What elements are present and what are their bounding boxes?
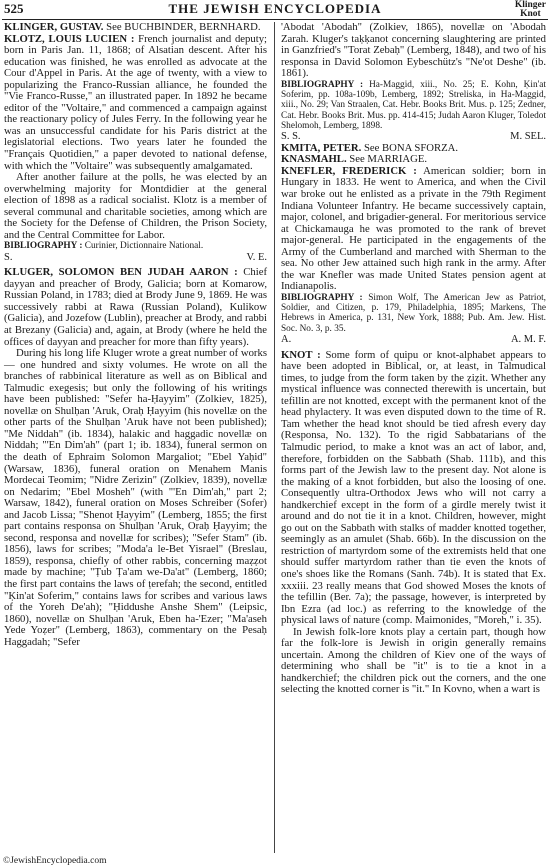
headword: KLUGER, SOLOMON BEN JUDAH AARON :	[4, 266, 238, 279]
bibliography-label: BIBLIOGRAPHY :	[281, 292, 363, 303]
headword: KLINGER, GUSTAV.	[4, 21, 104, 33]
bibliography-label: BIBLIOGRAPHY :	[4, 241, 83, 252]
bibliography-text: Curinier, Dictionnaire National.	[84, 241, 204, 252]
header-rule	[2, 19, 548, 20]
article-knot	[281, 350, 546, 627]
cross-reference: See BUCHBINDER, BERNHARD.	[106, 21, 261, 33]
running-title: THE JEWISH ENCYCLOPEDIA	[168, 1, 382, 16]
headword: KMITA, PETER.	[281, 141, 362, 154]
signature-right: V. E.	[246, 251, 267, 263]
guide-word-bottom: Knot	[520, 9, 541, 19]
bibliography-label: BIBLIOGRAPHY :	[281, 79, 364, 90]
left-column	[4, 22, 267, 648]
article-continuation: 'Abodat 'Abodah" (Zolkiev, 1865), novellæ on 'Abodah Zarah. Kluger's taḳḳanot concerning slaughtering are printed in Ganzfried's "Torat Zebaḥ" (Lemberg, 1848), and two of his responsa in David Solomon Eybeschütz's "Ne'ot Deshe" (ib. 1861).	[281, 21, 546, 80]
signature-right: A. M. F.	[510, 334, 546, 346]
article-knefler	[281, 166, 546, 293]
headword: KLOTZ, LOUIS LUCIEN :	[4, 32, 135, 45]
headword: KNEFLER, FREDERICK :	[281, 164, 417, 177]
article-text: Some form of quipu or knot-alphabet appears to have been adopted in Biblical, or, at least, in Talmudical times, to judge from the form taken by the ẓiẓit. Whether any mystical influence was connected therewith is uncertain, but tefillin are not knotted, except with the permanent knot of the head phylactery. It was even disputed down to the time of R. Tam whether the head knot should be tied afresh every day (Responsa, No. 132). To the rigid Sabbatarians of the Talmudic period, to make a knot was an act of labor, and, therefore, forbidden on the Sabbath (Shab. 111b), and this forms part of the Jewish law to the present day. Not alone is the making of a knot forbidden, but also the loosing of one. Consequently ultra-Orthodox Jews who will not carry a handkerchief except in the form of a girdle merely twist it around and do not tie it in a knot. Children, however, might go out on the Sabbath with stalks of madder knotted together, seemingly as an amulet (Shab. 66b). In the discussion on the restriction of martyrdom some of the extremists held that one should suffer martyrdom rather than tie even the knots of one's shoes like the Romans (Sanh. 74b). It is stated that Ex. xxxiii. 23 really means that God showed Moses the knots of the tefillin (Ber. 7a); the passage, however, is interpreted by Ibn Ezra (ad loc.) as referring to the knowledge of the physical laws of nature (comp. Maimonides, "Moreh," i. 35).	[281, 348, 546, 627]
article-paragraph: After another failure at the polls, he was elected by an overwhelming majority for Montdidier at the general election of 1898 as a radical socialist. Klotz is a member of several communal and charitable societies, among which are the Society for the Defense of Children, the Prison Society, and the Central Committee for Labor.	[4, 171, 267, 241]
article-text: Chief dayyan and preacher of Brody, Galicia; born at Komarow, Russian Poland, in 1783; died at Brody June 9, 1869. He was successively rabbi at Rawa (Russian Poland), Kulikow (Galicia), and Jozefow (Lublin), preacher at Brody, and rabbi at Brezany (Galicia) and, again, at Brody (where he held the offices of dayyan and preacher for more than fifty years).	[4, 266, 268, 348]
signature-right: M. SEL.	[510, 131, 546, 143]
author-signature	[281, 334, 546, 346]
signature-left: S.	[4, 251, 13, 263]
signature-left: S. S.	[281, 131, 301, 143]
article-text: American soldier; born in Hungary in 1833. He went to America, and when the Civil war broke out he enlisted as a private in the 79th Regiment Indiana Volunteer Infantry. He became successively captain, major, colonel, and brigadier-general. For meritorious service at Chickamauga he was promoted to the rank of brevet major-general. He participated in the engagements of the Army of the Cumberland and marched with Sherman to the sea. No other Jew attained such high rank in the army. After the war Knefler was made United States pension agent at Indianapolis.	[281, 164, 546, 293]
page-number: 525	[4, 1, 24, 16]
author-signature	[4, 252, 267, 264]
headword: KNASMAHL.	[281, 153, 347, 166]
footer-credit: ©JewishEncyclopedia.com	[3, 856, 107, 866]
right-column	[281, 22, 546, 696]
bibliography	[4, 241, 267, 251]
article-paragraph: During his long life Kluger wrote a great number of works — one hundred and sixty volumes. He wrote on all the branches of rabbinical literature as well as on Biblical and Talmudic exegesis; but only the following of his writings have been published: "Sefer ha-Ḥayyim" (Zolkiev, 1825), novellæ on Shulḥan 'Aruk, Oraḥ Ḥayyim (his novellæ on the other parts of the Shulḥan 'Aruk have not been published); "Me Niddah" (ib. 1834), halakic and haggadic novellæ on Niddah; "'En Dim'ah" (part 1; ib. 1834), funeral sermon on the death of Ephraim Solomon Margaliot; "Ebel Yaḥid" (Warsaw, 1836), funeral oration on Menahem Manis Mordecai Teomim; "Nidre Zerizin" (Zolkiev, 1839), novellæ on Nedarim; "Ebel Mosheh" (with "'En Dim'ah," part 2; Warsaw, 1842), funeral oration on Moses Schreiber (Sofer) and Jacob Lissa; "Shenot Ḥayyim" (Lemberg, 1855; the first part contains responsa on Shulḥan 'Aruk, Oraḥ Ḥayyim; the second, responsa and novellæ for scribes); "Sefer Stam" (ib. 1856), laws for scribes; "Moda'a le-Bet Yisrael" (Breslau, 1859), responsa, chiefly of other rabbis, concerning maẓẓot made by machine; "Ṭub Ṭa'am we-Da'at" (Lemberg, 1860; the first part contains the laws of ṭerefah; the second, entitled "Ḳin'at Soferim," contains laws for scribes and various laws of the Yoreh De'ah); "Ḥiddushe Anshe Shem" (Leipsic, 1860), novellæ on Shulḥan 'Aruk, Eben ha-'Ezer; "Ma'aseh Yede Yoẓer" (Lemberg, 1863), commentary on the Pesaḥ Haggadah; "Sefer	[4, 347, 267, 648]
guide-word-top: Klinger	[514, 0, 546, 10]
bibliography-text: Ha-Maggid, xiii., No. 25; E. Kohn, Ḳin'at Soferim, pp. 108a-109b, Lemberg, 1892; Streliska, in Ha-Maggid, xiii., No. 29; Van Straalen, Cat. Hebr. Books Brit. Mus. p. 125; Zedner, Cat. Hebr. Books Brit. Mus. pp. 414-415; Judah Aaron Kluger, Toledot Shelomoh, Lemberg, 1898.	[281, 79, 546, 131]
page-header	[2, 0, 548, 18]
signature-left: A.	[281, 334, 292, 346]
article-kluger	[4, 267, 267, 348]
article-paragraph: In Jewish folk-lore knots play a certain part, though how far the folk-lore is Jewish in origin generally remains uncertain. Among the children of Kiev one of the ways of determining who shall be "it" is to tie a knot in a handkerchief; the children pick out the corners, and the one selecting the knotted corner is "it." In Kovno, when a wart is	[281, 625, 546, 696]
bibliography	[281, 293, 546, 334]
cross-reference: See MARRIAGE.	[349, 153, 428, 166]
article-klotz	[4, 34, 267, 173]
article-text: French journalist and deputy; born in Paris Jan. 11, 1868; of Alsatian descent. After his education was finished, he was enrolled as advocate at the Cour d'Appel in Paris. At the age of twenty, with a view to popularizing the Franco-Russian alliance, he founded the "Vie Franco-Russe," an illustrated paper. In 1892 he became editor of the "Voltaire," and commenced a campaign against the reactionary policy of Jules Ferry. In the following year he was an unsuccessful candidate for his Paris district at the legislatorial elections. Two years later he founded the "Français Quotidien," a paper devoted to national defense, with which the "Voltaire" was subsequently amalgamated.	[4, 32, 268, 172]
bibliography-text: Simon Wolf, The American Jew as Patriot, Soldier, and Citizen, p. 179, Philadelphia, 1895; Markens, The Hebrews in America, p. 131, New York, 1888; Pub. Am. Jew. Hist. Soc. No. 3, p. 35.	[281, 292, 546, 334]
column-divider	[274, 22, 275, 853]
headword: KNOT :	[281, 348, 321, 361]
guide-words	[515, 1, 546, 19]
cross-reference: See BONA SFORZA.	[363, 141, 459, 154]
bibliography	[281, 80, 546, 131]
